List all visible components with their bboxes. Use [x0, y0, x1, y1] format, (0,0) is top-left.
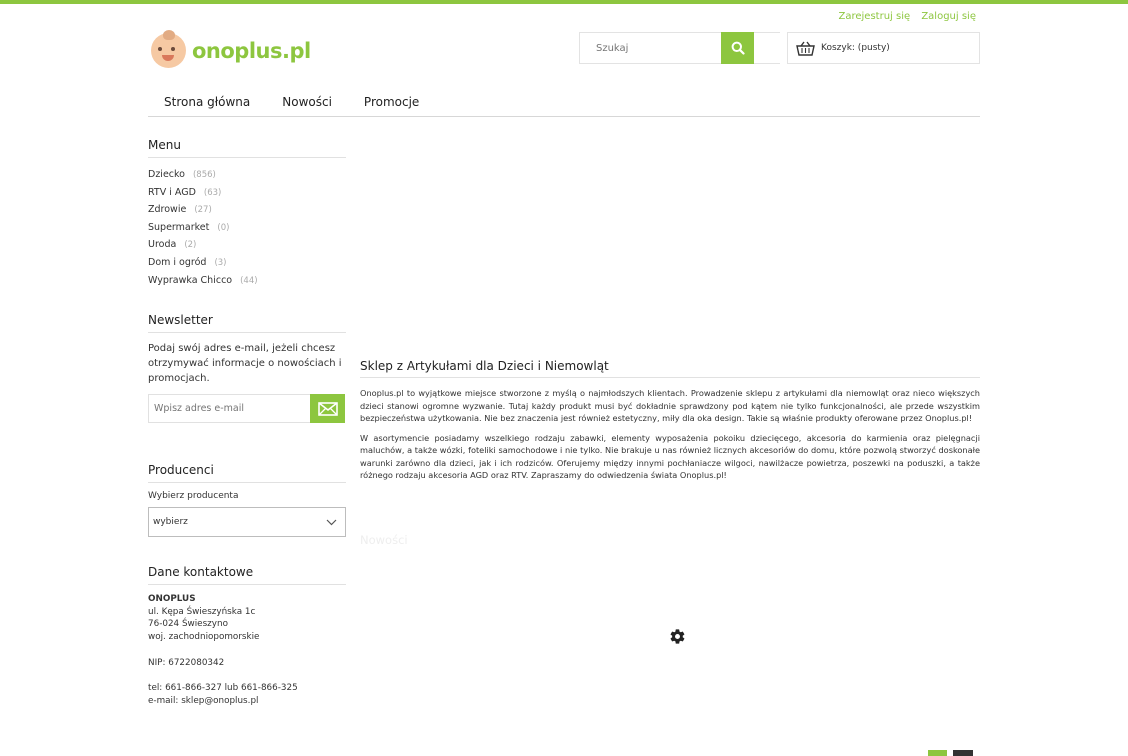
- nav-new[interactable]: Nowości: [282, 95, 332, 109]
- site-logo[interactable]: [151, 33, 311, 68]
- newsletter-title: Newsletter: [148, 313, 346, 333]
- menu-item-dom-ogrod[interactable]: [148, 254, 346, 272]
- cart-label: Koszyk: (pusty): [821, 43, 890, 53]
- menu-item-supermarket[interactable]: [148, 219, 346, 237]
- new-products-title: Nowości: [360, 533, 408, 547]
- menu-item-dziecko[interactable]: [148, 166, 346, 184]
- search-form: [579, 32, 780, 64]
- list-view-icon[interactable]: [953, 750, 973, 756]
- search-input[interactable]: [580, 33, 721, 63]
- envelope-icon: [318, 402, 338, 416]
- main-navigation: [148, 92, 980, 117]
- producers-label: Wybierz producenta: [148, 491, 239, 501]
- menu-item-label[interactable]: RTV i AGD: [148, 186, 196, 198]
- producer-select-value: wybierz: [153, 517, 188, 527]
- menu-item-label[interactable]: Dom i ogród: [148, 256, 207, 268]
- contact-block: [148, 565, 346, 707]
- menu-item-label[interactable]: Wyprawka Chicco: [148, 274, 233, 286]
- contact-region: woj. zachodniopomorskie: [148, 632, 260, 643]
- menu-item-uroda[interactable]: [148, 236, 346, 254]
- login-link[interactable]: Zaloguj się: [921, 11, 976, 22]
- contact-city: 76-024 Świeszyno: [148, 619, 228, 630]
- newsletter-submit-button[interactable]: [310, 394, 345, 423]
- menu-item-label[interactable]: Dziecko: [148, 169, 185, 180]
- producers-title: Producenci: [148, 463, 346, 483]
- search-button[interactable]: [721, 32, 754, 64]
- category-menu: [148, 138, 346, 289]
- contact-street: ul. Kępa Świeszyńska 1c: [148, 606, 256, 617]
- contact-title: Dane kontaktowe: [148, 565, 346, 585]
- newsletter-form: [148, 394, 345, 423]
- basket-icon: [796, 41, 815, 56]
- menu-item-count: (856): [192, 170, 216, 180]
- menu-title: Menu: [148, 138, 346, 158]
- view-toggle: [928, 750, 973, 756]
- register-link[interactable]: Zarejestruj się: [838, 11, 911, 22]
- producer-select[interactable]: [148, 507, 346, 537]
- search-icon: [731, 41, 745, 55]
- top-accent-bar: [0, 0, 1128, 4]
- menu-item-count: (0): [217, 222, 230, 233]
- intro-paragraph: Onoplus.pl to wyjątkowe miejsce stworzone z myślą o najmłodszych klientach. Prowadzenie sklepu z artykułami dla niemowląt oraz nieco większych dzieci stanowi ogromne wyzwanie. Tutaj każdy produkt musi być dokładnie sprawdzony pod kątem nie tylko funkcjonalności, ale przede wszystkim bezpieczeństwa użytkowania. Nie bez znaczenia jest również estetyczny, miły dla oka design. Takie są właśnie produkty oferowane przez Onoplus.pl!: [360, 388, 980, 423]
- account-links: [831, 11, 977, 22]
- menu-item-label[interactable]: Zdrowie: [148, 204, 187, 216]
- contact-email-label: e-mail:: [148, 695, 182, 706]
- grid-view-icon[interactable]: [928, 750, 947, 756]
- contact-company: ONOPLUS: [148, 594, 196, 604]
- contact-email-row: [148, 695, 346, 708]
- menu-item-count: (3): [214, 257, 227, 268]
- menu-item-count: (44): [240, 275, 258, 286]
- contact-nip: NIP: 6722080342: [148, 657, 225, 668]
- cart-summary[interactable]: [787, 32, 980, 64]
- newsletter-email-input[interactable]: [148, 394, 310, 423]
- producers-block: [148, 463, 346, 537]
- assortment-paragraph: W asortymencie posiadamy wszelkiego rodzaju zabawki, elementy wyposażenia pokoiku dziecięcego, akcesoria do karmienia oraz pielęgnacji maluchów, a także wózki, foteliki samochodowe i nie tylko. Nie brakuje u nas również licznych akcesoriów do domu, które pozwolą stworzyć doskonałe warunki zarówno dla dzieci, jak i ich rodziców. Oferujemy między innymi pochłaniacze wilgoci, nawilżacze powietrza, poszewki na poduszki, a także różnego rodzaju akcesoria AGD oraz RTV. Zapraszamy do odwiedzenia świata Onoplus.pl!: [360, 432, 980, 480]
- menu-item-rtv-agd[interactable]: [148, 184, 346, 202]
- main-content: [360, 359, 980, 489]
- loading-gear-icon: [669, 628, 686, 649]
- menu-item-zdrowie[interactable]: [148, 201, 346, 219]
- contact-phone: tel: 661-866-327 lub 661-866-325: [148, 682, 298, 693]
- chevron-down-icon: [326, 519, 337, 526]
- menu-item-label[interactable]: Supermarket: [148, 221, 210, 233]
- menu-item-count: (27): [194, 205, 212, 216]
- nav-home[interactable]: Strona główna: [164, 95, 251, 109]
- page-title: Sklep z Artykułami dla Dzieci i Niemowląt: [360, 359, 980, 378]
- contact-email-link[interactable]: sklep@onoplus.pl: [181, 695, 259, 706]
- menu-item-label[interactable]: Uroda: [148, 239, 177, 251]
- baby-face-icon: [151, 33, 186, 68]
- nav-promotions[interactable]: Promocje: [363, 95, 420, 109]
- logo-text: onoplus.pl: [192, 38, 311, 63]
- menu-item-count: (63): [203, 187, 222, 198]
- menu-item-wyprawka-chicco[interactable]: [148, 272, 346, 290]
- newsletter-text: Podaj swój adres e-mail, jeżeli chcesz otrzymywać informacje o nowościach i promocjach.: [148, 343, 342, 384]
- newsletter-block: [148, 313, 346, 423]
- menu-item-count: (2): [184, 240, 197, 251]
